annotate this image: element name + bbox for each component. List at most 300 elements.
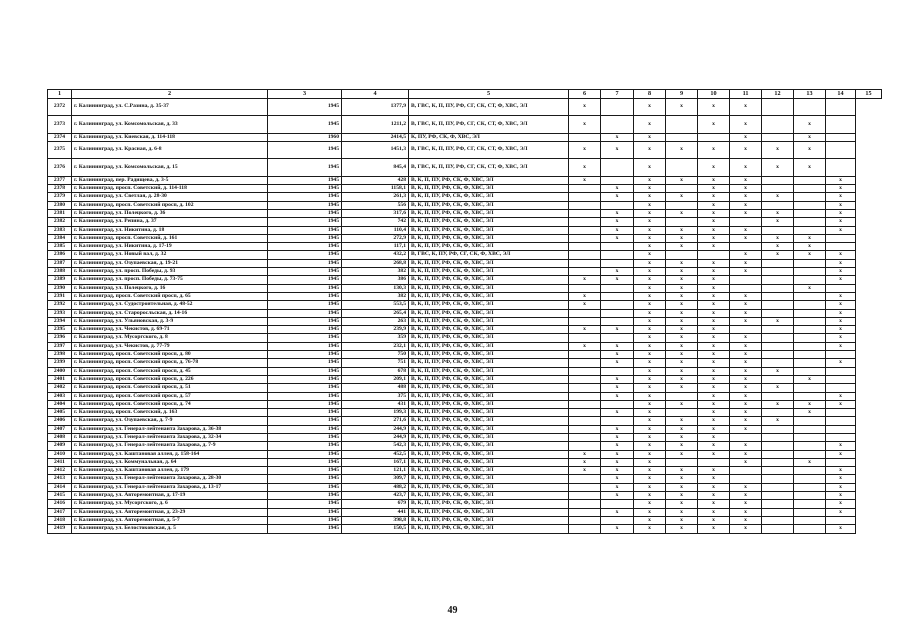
equipment-cell: В, К, П, ПУ, РФ, СК, Ф, ХВС, ЭЛ <box>409 185 569 193</box>
mark-cell: х <box>666 483 698 491</box>
table-row <box>48 483 882 491</box>
mark-cell <box>794 384 826 392</box>
mark-cell: х <box>730 309 762 317</box>
area-cell: 679 <box>342 500 409 508</box>
mark-cell: х <box>698 309 730 317</box>
mark-cell: х <box>601 508 634 516</box>
row-number: 2393 <box>48 309 72 317</box>
mark-cell <box>698 133 730 141</box>
year-cell: 1945 <box>268 284 342 292</box>
mark-cell: х <box>569 458 601 466</box>
mark-cell: х <box>794 375 826 383</box>
mark-cell <box>826 516 856 524</box>
year-cell: 1945 <box>268 193 342 201</box>
mark-cell: х <box>698 425 730 433</box>
table-row <box>48 475 882 483</box>
mark-cell: х <box>762 367 794 375</box>
table-row <box>48 525 882 533</box>
equipment-cell: В, К, П, ПУ, РФ, СК, Ф, ХВС, ЭЛ <box>409 434 569 442</box>
year-cell: 1945 <box>268 384 342 392</box>
row-number: 2395 <box>48 326 72 334</box>
mark-cell: х <box>601 467 634 475</box>
area-cell: 1451,3 <box>342 141 409 159</box>
table-row <box>48 450 882 458</box>
mark-cell: х <box>730 409 762 417</box>
mark-cell: х <box>730 176 762 184</box>
mark-cell: х <box>601 326 634 334</box>
column-header: 8 <box>634 90 666 99</box>
mark-cell: х <box>569 467 601 475</box>
mark-cell: х <box>698 301 730 309</box>
equipment-cell: В, К, П, ПУ, РФ, СК, Ф, ХВС, ЭЛ <box>409 508 569 516</box>
area-cell: 271,6 <box>342 417 409 425</box>
mark-cell: х <box>698 259 730 267</box>
mark-cell: х <box>601 425 634 433</box>
row-number: 2411 <box>48 458 72 466</box>
mark-cell <box>794 326 826 334</box>
mark-cell <box>794 193 826 201</box>
table-row <box>48 375 882 383</box>
mark-cell <box>762 351 794 359</box>
area-cell: 150,5 <box>342 525 409 533</box>
mark-cell: х <box>762 400 794 408</box>
mark-cell: х <box>826 525 856 533</box>
mark-cell <box>569 226 601 234</box>
mark-cell: х <box>698 317 730 325</box>
column-header: 6 <box>569 90 601 99</box>
mark-cell: х <box>634 500 666 508</box>
mark-cell: х <box>601 492 634 500</box>
area-cell: 382 <box>342 268 409 276</box>
year-cell: 1945 <box>268 359 342 367</box>
table-row <box>48 492 882 500</box>
mark-cell: х <box>666 384 698 392</box>
address-cell: г. Калининград, ул. С.Разина, д. 35-37 <box>72 98 268 116</box>
equipment-cell: В, К, П, ПУ, РФ, СК, Ф, ХВС, ЭЛ <box>409 193 569 201</box>
table-row <box>48 116 882 134</box>
equipment-cell: В, К, П, ПУ, РФ, СК, Ф, ХВС, ЭЛ <box>409 525 569 533</box>
mark-cell: х <box>730 342 762 350</box>
table-row <box>48 176 882 184</box>
mark-cell <box>794 334 826 342</box>
mark-cell <box>794 259 826 267</box>
mark-cell: х <box>634 425 666 433</box>
mark-cell <box>569 243 601 251</box>
mark-cell: х <box>698 185 730 193</box>
mark-cell: х <box>730 375 762 383</box>
mark-cell <box>666 201 698 209</box>
area-cell: 1211,2 <box>342 116 409 134</box>
mark-cell <box>569 434 601 442</box>
mark-cell: х <box>634 400 666 408</box>
mark-cell <box>666 116 698 134</box>
mark-cell <box>762 176 794 184</box>
mark-cell: х <box>762 159 794 177</box>
row-number: 2389 <box>48 276 72 284</box>
mark-cell: х <box>826 301 856 309</box>
mark-cell <box>762 483 794 491</box>
mark-cell: х <box>794 159 826 177</box>
mark-cell: х <box>569 98 601 116</box>
equipment-cell: В, К, П, ПУ, РФ, СК, Ф, ХВС, ЭЛ <box>409 309 569 317</box>
mark-cell: х <box>634 351 666 359</box>
mark-cell: х <box>666 450 698 458</box>
mark-cell: х <box>730 141 762 159</box>
mark-cell <box>666 392 698 400</box>
mark-cell: х <box>698 234 730 242</box>
mark-cell: х <box>698 483 730 491</box>
equipment-cell: В, К, П, ПУ, РФ, СК, Ф, ХВС, ЭЛ <box>409 226 569 234</box>
mark-cell: х <box>730 392 762 400</box>
row-number: 2410 <box>48 450 72 458</box>
mark-cell <box>794 442 826 450</box>
equipment-cell: В, К, П, ПУ, РФ, СК, Ф, ХВС, ЭЛ <box>409 201 569 209</box>
row-number: 2399 <box>48 359 72 367</box>
address-cell: г. Калининград, просп. Советский, д. 163 <box>72 409 268 417</box>
year-cell: 1945 <box>268 317 342 325</box>
area-cell: 110,4 <box>342 226 409 234</box>
year-cell: 1945 <box>268 141 342 159</box>
mark-cell: х <box>698 384 730 392</box>
mark-cell: х <box>601 525 634 533</box>
row-number: 2413 <box>48 475 72 483</box>
mark-cell <box>794 185 826 193</box>
mark-cell <box>794 317 826 325</box>
mark-cell: х <box>698 417 730 425</box>
area-cell: 751 <box>342 359 409 367</box>
mark-cell <box>762 375 794 383</box>
year-cell: 1945 <box>268 326 342 334</box>
mark-cell <box>601 259 634 267</box>
mark-cell: х <box>698 268 730 276</box>
table-row <box>48 442 882 450</box>
mark-cell: х <box>634 475 666 483</box>
mark-cell: х <box>601 193 634 201</box>
mark-cell: х <box>698 159 730 177</box>
area-cell: 750 <box>342 351 409 359</box>
mark-cell: х <box>634 317 666 325</box>
row-number: 2380 <box>48 201 72 209</box>
mark-cell: х <box>698 375 730 383</box>
mark-cell <box>826 384 856 392</box>
year-cell: 1945 <box>268 226 342 234</box>
mark-cell <box>666 458 698 466</box>
mark-cell: х <box>730 359 762 367</box>
mark-cell <box>569 133 601 141</box>
mark-cell: х <box>666 342 698 350</box>
mark-cell <box>569 317 601 325</box>
mark-cell: х <box>666 467 698 475</box>
year-cell: 1945 <box>268 218 342 226</box>
mark-cell <box>666 409 698 417</box>
mark-cell: х <box>730 500 762 508</box>
mark-cell <box>569 475 601 483</box>
mark-cell: х <box>634 508 666 516</box>
mark-cell: х <box>634 218 666 226</box>
row-number: 2405 <box>48 409 72 417</box>
equipment-cell: В, К, П, ПУ, РФ, СК, Ф, ХВС, ЭЛ <box>409 442 569 450</box>
mark-cell: х <box>698 442 730 450</box>
equipment-cell: В, ГВС, К, П, ПУ, РФ, СГ, СК, СТ, Ф, ХВС, ЭЛ <box>409 141 569 159</box>
address-cell: г. Калининград, просп. Советский просп, д. 45 <box>72 367 268 375</box>
year-cell: 1945 <box>268 98 342 116</box>
mark-cell <box>569 442 601 450</box>
area-cell: 359 <box>342 334 409 342</box>
mark-cell <box>601 334 634 342</box>
mark-cell <box>762 409 794 417</box>
address-cell: г. Калининград, ул. Генерал-лейтенанта Захарова, д. 32-34 <box>72 434 268 442</box>
mark-cell: х <box>698 141 730 159</box>
mark-cell <box>794 434 826 442</box>
mark-cell: х <box>666 234 698 242</box>
area-cell: 265,4 <box>342 309 409 317</box>
mark-cell <box>762 268 794 276</box>
mark-cell <box>569 351 601 359</box>
mark-cell: х <box>666 375 698 383</box>
table-row <box>48 133 882 141</box>
year-cell: 1945 <box>268 492 342 500</box>
mark-cell: х <box>826 185 856 193</box>
mark-cell: х <box>634 243 666 251</box>
equipment-cell: В, К, П, ПУ, РФ, СК, Ф, ХВС, ЭЛ <box>409 467 569 475</box>
mark-cell <box>569 309 601 317</box>
table-row <box>48 467 882 475</box>
mark-cell <box>569 218 601 226</box>
mark-cell <box>826 284 856 292</box>
area-cell: 130,3 <box>342 284 409 292</box>
mark-cell: х <box>634 525 666 533</box>
mark-cell: х <box>634 185 666 193</box>
mark-cell <box>601 176 634 184</box>
equipment-cell: В, К, П, ПУ, РФ, СК, Ф, ХВС, ЭЛ <box>409 375 569 383</box>
year-cell: 1945 <box>268 516 342 524</box>
mark-cell <box>569 251 601 259</box>
mark-cell <box>762 475 794 483</box>
row-number: 2374 <box>48 133 72 141</box>
mark-cell: х <box>634 193 666 201</box>
mark-cell: х <box>666 209 698 217</box>
mark-cell <box>826 375 856 383</box>
mark-cell <box>794 525 826 533</box>
address-cell: г. Калининград, ул. Генерал-лейтенанта Захарова, д. 13-17 <box>72 483 268 491</box>
year-cell: 1945 <box>268 116 342 134</box>
mark-cell <box>762 309 794 317</box>
address-cell: г. Калининград, ул. Полецкого, д. 16 <box>72 284 268 292</box>
mark-cell: х <box>826 176 856 184</box>
address-cell: г. Калининград, просп. Советский просп, д. 76-78 <box>72 359 268 367</box>
area-cell: 382 <box>342 292 409 300</box>
address-cell: г. Калининград, ул. Авторемонтная, д. 5-7 <box>72 516 268 524</box>
mark-cell <box>601 417 634 425</box>
mark-cell <box>569 185 601 193</box>
mark-cell: х <box>666 516 698 524</box>
area-cell: 244,9 <box>342 425 409 433</box>
year-cell: 1945 <box>268 434 342 442</box>
mark-cell <box>601 400 634 408</box>
area-cell: 441 <box>342 508 409 516</box>
mark-cell: х <box>698 218 730 226</box>
mark-cell: х <box>634 342 666 350</box>
mark-cell <box>730 284 762 292</box>
mark-cell <box>569 492 601 500</box>
mark-cell: х <box>634 417 666 425</box>
address-cell: г. Калининград, ул. Полецкого, д. 36 <box>72 209 268 217</box>
address-cell: г. Калининград, ул. Мусоргского, д. 6 <box>72 500 268 508</box>
mark-cell: х <box>730 268 762 276</box>
mark-cell <box>601 159 634 177</box>
mark-cell: х <box>698 326 730 334</box>
address-cell: г. Калининград, ул. Репина, д. 37 <box>72 218 268 226</box>
mark-cell: х <box>698 500 730 508</box>
mark-cell: х <box>762 193 794 201</box>
year-cell: 1945 <box>268 276 342 284</box>
mark-cell: х <box>666 367 698 375</box>
mark-cell <box>794 516 826 524</box>
row-number: 2397 <box>48 342 72 350</box>
mark-cell: х <box>826 334 856 342</box>
mark-cell <box>569 334 601 342</box>
mark-cell: х <box>698 475 730 483</box>
mark-cell <box>826 133 856 141</box>
mark-cell <box>601 116 634 134</box>
area-cell: 432,2 <box>342 251 409 259</box>
address-cell: г. Калининград, ул. Никитина, д. 17-19 <box>72 243 268 251</box>
mark-cell <box>762 434 794 442</box>
mark-cell <box>601 516 634 524</box>
mark-cell <box>569 417 601 425</box>
mark-cell: х <box>569 301 601 309</box>
equipment-cell: В, К, П, ПУ, РФ, СК, Ф, ХВС, ЭЛ <box>409 209 569 217</box>
year-cell: 1945 <box>268 392 342 400</box>
mark-cell <box>730 434 762 442</box>
mark-cell: х <box>762 234 794 242</box>
mark-cell <box>762 425 794 433</box>
address-cell: г. Калининград, ул. Белостоковская, д. 5 <box>72 525 268 533</box>
mark-cell <box>794 268 826 276</box>
address-cell: г. Калининград, ул. Ульяновская, д. 3-9 <box>72 317 268 325</box>
mark-cell: х <box>698 450 730 458</box>
mark-cell: х <box>730 292 762 300</box>
address-cell: г. Калининград, ул. Генерал-лейтенанта Захарова, д. 28-30 <box>72 475 268 483</box>
row-number: 2403 <box>48 392 72 400</box>
address-cell: г. Калининград, ул. Красная, д. 6-8 <box>72 141 268 159</box>
table-row <box>48 141 882 159</box>
area-cell: 268,8 <box>342 259 409 267</box>
table-row <box>48 309 882 317</box>
equipment-cell: В, К, П, ПУ, РФ, СК, Ф, ХВС, ЭЛ <box>409 475 569 483</box>
area-cell: 678 <box>342 367 409 375</box>
row-number: 2402 <box>48 384 72 392</box>
address-cell: г. Калининград, ул. Коммунальная, д. 64 <box>72 458 268 466</box>
mark-cell: х <box>666 351 698 359</box>
address-cell: г. Калининград, ул. Авторемонтная, д. 23-29 <box>72 508 268 516</box>
mark-cell <box>826 234 856 242</box>
mark-cell: х <box>666 98 698 116</box>
address-cell: г. Калининград, ул. Никитина, д. 18 <box>72 226 268 234</box>
table-row <box>48 458 882 466</box>
mark-cell <box>826 159 856 177</box>
mark-cell: х <box>601 209 634 217</box>
row-number: 2390 <box>48 284 72 292</box>
mark-cell: х <box>601 351 634 359</box>
mark-cell <box>762 334 794 342</box>
address-cell: г. Калининград, ул. Озупаевская, д. 7-9 <box>72 417 268 425</box>
table-row <box>48 508 882 516</box>
address-cell: г. Калининград, ул. Киевская, д. 114-118 <box>72 133 268 141</box>
mark-cell: х <box>601 450 634 458</box>
mark-cell: х <box>826 467 856 475</box>
mark-cell: х <box>730 251 762 259</box>
mark-cell: х <box>698 508 730 516</box>
mark-cell: х <box>826 193 856 201</box>
mark-cell: х <box>730 201 762 209</box>
mark-cell <box>601 201 634 209</box>
mark-cell <box>794 450 826 458</box>
mark-cell: х <box>826 392 856 400</box>
mark-cell <box>762 442 794 450</box>
area-cell: 117,1 <box>342 243 409 251</box>
address-cell: г. Калининград, ул. Судостроительная, д. 48-52 <box>72 301 268 309</box>
mark-cell <box>794 218 826 226</box>
mark-cell: х <box>601 276 634 284</box>
mark-cell <box>601 292 634 300</box>
row-number: 2384 <box>48 234 72 242</box>
mark-cell <box>762 301 794 309</box>
mark-cell: х <box>698 467 730 475</box>
mark-cell: х <box>634 334 666 342</box>
row-number: 2373 <box>48 116 72 134</box>
column-header: 5 <box>409 90 569 99</box>
mark-cell: х <box>762 317 794 325</box>
equipment-cell: В, К, П, ПУ, РФ, СК, Ф, ХВС, ЭЛ <box>409 243 569 251</box>
equipment-cell: В, К, П, ПУ, РФ, СК, Ф, ХВС, ЭЛ <box>409 483 569 491</box>
table-row <box>48 409 882 417</box>
table-row <box>48 359 882 367</box>
mark-cell <box>730 243 762 251</box>
mark-cell: х <box>730 450 762 458</box>
row-number: 2378 <box>48 185 72 193</box>
column-header: 2 <box>72 90 268 99</box>
mark-cell <box>569 425 601 433</box>
equipment-cell: В, К, П, ПУ, РФ, СК, Ф, ХВС, ЭЛ <box>409 417 569 425</box>
table-row <box>48 209 882 217</box>
mark-cell: х <box>826 400 856 408</box>
mark-cell <box>794 508 826 516</box>
equipment-cell: В, К, П, ПУ, РФ, СК, Ф, ХВС, ЭЛ <box>409 367 569 375</box>
mark-cell <box>826 141 856 159</box>
mark-cell: х <box>730 234 762 242</box>
equipment-cell: В, К, П, ПУ, РФ, СК, Ф, ХВС, ЭЛ <box>409 458 569 466</box>
mark-cell: х <box>666 525 698 533</box>
mark-cell: х <box>601 185 634 193</box>
year-cell: 1945 <box>268 425 342 433</box>
equipment-cell: В, К, П, ПУ, РФ, СК, Ф, ХВС, ЭЛ <box>409 276 569 284</box>
area-cell: 232,1 <box>342 342 409 350</box>
mark-cell <box>730 467 762 475</box>
mark-cell: х <box>634 392 666 400</box>
equipment-cell: В, К, П, ПУ, РФ, СК, Ф, ХВС, ЭЛ <box>409 176 569 184</box>
table-row <box>48 326 882 334</box>
mark-cell <box>569 259 601 267</box>
mark-cell: х <box>634 259 666 267</box>
mark-cell: х <box>794 133 826 141</box>
mark-cell <box>794 226 826 234</box>
mark-cell: х <box>601 226 634 234</box>
mark-cell <box>730 326 762 334</box>
equipment-cell: В, К, П, ПУ, РФ, СК, Ф, ХВС, ЭЛ <box>409 301 569 309</box>
mark-cell <box>569 359 601 367</box>
mark-cell: х <box>762 417 794 425</box>
